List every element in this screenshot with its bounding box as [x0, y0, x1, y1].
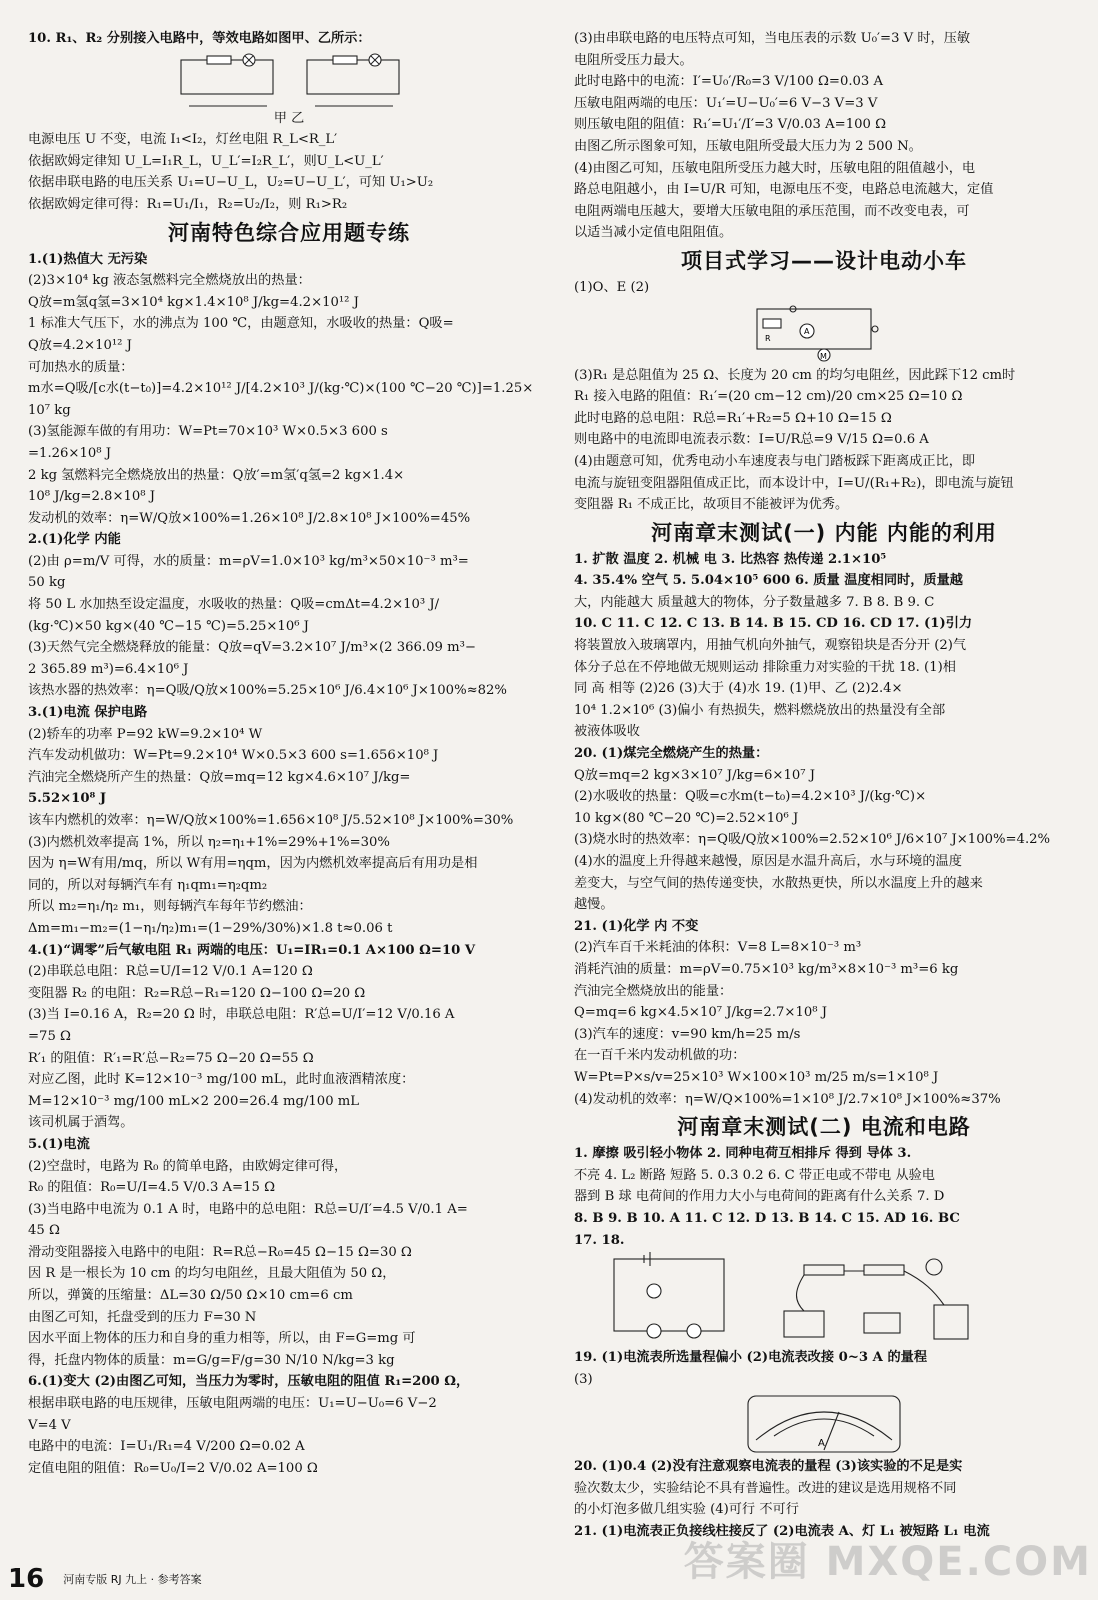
answer-line: 同的，所以对每辆汽车有 η₁qm₁=η₂qm₂	[28, 877, 268, 893]
answer-line: 1.(1)热值大 无污染	[28, 251, 148, 267]
answer-line: 10 kg×(80 ℃−20 ℃)=2.52×10⁶ J	[574, 810, 799, 826]
answer-line: (1)O、E (2)	[574, 279, 650, 295]
answer-line: 50 kg	[28, 575, 66, 591]
answer-line: (3)当 I=0.16 A，R₂=20 Ω 时，串联总电阻：R′总=U/I′=12 V/0.16 A	[28, 1007, 455, 1023]
answer-line: (2)由 ρ=m/V 可得，水的质量：m=ρV=1.0×10³ kg/m³×50×10⁻³ m³=	[28, 553, 469, 569]
answer-line: 该车内燃机的效率：η=W/Q放×100%=1.656×10⁸ J/5.52×10⁸ J×100%=30%	[28, 813, 514, 828]
answer-line: Q放=4.2×10¹² J	[28, 337, 132, 353]
answer-block-c	[574, 549, 1074, 1110]
svg-text:R: R	[765, 333, 771, 343]
answer-line: Q=mq=6 kg×4.5×10⁷ J/kg=2.7×10⁸ J	[574, 1005, 827, 1021]
answer-line: 体分子总在不停地做无规则运动 排除重力对实验的干扰 18. (1)相	[574, 659, 956, 675]
answer-line: R′₁ 的阻值：R′₁=R′总−R₂=75 Ω−20 Ω=55 Ω	[28, 1050, 314, 1066]
answer-line: 变阻器 R₂ 的电阻：R₂=R总−R₁=120 Ω−100 Ω=20 Ω	[28, 985, 366, 1001]
answer-line: 将装置放入玻璃罩内，用抽气机向外抽气，观察铅块是否分开 (2)气	[574, 638, 967, 654]
left-column	[28, 28, 550, 1479]
answer-line: (kg·℃)×50 kg×(40 ℃−15 ℃)=5.25×10⁶ J	[28, 618, 309, 634]
answer-line: (2)串联总电阻：R总=U/I=12 V/0.1 A=120 Ω	[28, 964, 313, 980]
answer-line: M=12×10⁻³ mg/100 mL×2 200=26.4 mg/100 mL	[28, 1093, 360, 1109]
answer-line: (4)水的温度上升得越来越慢，原因是水温升高后，水与环境的温度	[574, 854, 962, 869]
answer-line: 因 R 是一根长为 10 cm 的均匀电阻丝，且最大阻值为 50 Ω，	[28, 1266, 396, 1282]
answer-line: 2 365.89 m³)=6.4×10⁶ J	[28, 661, 189, 677]
answer-line: (3)烧水时的热效率：η=Q吸/Q放×100%=2.52×10⁶ J/6×10⁷ J×100%=4.2%	[574, 832, 1051, 848]
answer-block-a	[574, 28, 1074, 244]
answer-line: 因为 η=W有用/mq，所以 W有用=ηqm，因为内燃机效率提高后有用功是相	[28, 856, 478, 872]
answer-line: 以适当减小定值电阻阻值。	[574, 225, 733, 241]
section-title: 河南章末测试(一) 内能 内能的利用	[651, 520, 997, 545]
answer-line: 4. 35.4% 空气 5. 5.04×10⁵ 600 6. 质量 温度相同时，质量越	[574, 573, 963, 589]
answer-line: R₁ 接入电路的阻值：R₁′=(20 cm−12 cm)/20 cm×25 Ω=10 Ω	[574, 389, 963, 405]
answer-line: 20. (1)煤完全燃烧产生的热量：	[574, 746, 769, 762]
answer-line: 得，托盘内物体的质量：m=G/g=F/g=30 N/10 N/kg=3 kg	[28, 1352, 395, 1368]
answer-line: 验次数太少，实验结论不具有普遍性。改进的建议是选用规格不同	[574, 1480, 957, 1496]
answer-line: 发动机的效率：η=W/Q放×100%=1.26×10⁸ J/2.8×10⁸ J×100%=45%	[28, 510, 471, 526]
figure-caption: 甲 乙	[273, 110, 305, 126]
answer-line: 该司机属于酒驾。	[28, 1115, 134, 1131]
answer-block-b	[574, 365, 1074, 516]
answer-line: 19. (1)电流表所选量程偏小 (2)电流表改接 0~3 A 的量程	[574, 1350, 928, 1366]
answer-line: 器到 B 球 电荷间的作用力大小与电荷间的距离有什么关系 7. D	[574, 1189, 945, 1205]
answer-line: 2.(1)化学 内能	[28, 532, 121, 548]
answer-line: 根据串联电路的电压规律，压敏电阻两端的电压：U₁=U−U₀=6 V−2	[28, 1396, 437, 1412]
answer-line: (2)汽车百千米耗油的体积：V=8 L=8×10⁻³ m³	[574, 940, 862, 956]
page-number: 16	[8, 1564, 45, 1594]
footer-text: 河南专版 RJ 九上 · 参考答案	[63, 1573, 202, 1586]
answer-line: 差变大，与空气间的热传递变快，水散热更快，所以水温度上升的越来	[574, 875, 983, 891]
answer-line: 20. (1)0.4 (2)没有注意观察电流表的量程 (3)该实验的不足是实	[574, 1459, 963, 1475]
answer-line: 汽油完全燃烧所产生的热量：Q放=mq=12 kg×4.6×10⁷ J/kg=	[28, 769, 411, 785]
answer-line: 大，内能越大 质量越大的物体，分子数量越多 7. B 8. B 9. C	[574, 594, 935, 610]
answer-line: (3)	[574, 1371, 593, 1387]
answer-line: Δm=m₁−m₂=(1−η₁/η₂)m₁=(1−29%/30%)×1.8 t≈0.06 t	[28, 920, 393, 936]
answer-line: 10⁷ kg	[28, 402, 71, 418]
answer-line: (2)轿车的功率 P=92 kW=9.2×10⁴ W	[28, 726, 263, 742]
answer-line: (3)R₁ 是总阻值为 25 Ω、长度为 20 cm 的均匀电阻丝，因此踩下12 cm时	[574, 367, 1016, 383]
answer-line: m水=Q吸/[c水(t−t₀)]=4.2×10¹² J/[4.2×10³ J/(kg·℃)×(100 ℃−20 ℃)]=1.25×	[28, 381, 534, 397]
section-title: 河南章末测试(二) 电流和电路	[677, 1115, 971, 1140]
answer-line: 的小灯泡多做几组实验 (4)可行 不可行	[574, 1502, 799, 1518]
answer-line: 越慢。	[574, 897, 614, 913]
answer-line: 17. 18.	[574, 1232, 625, 1248]
svg-text:A: A	[818, 1438, 825, 1450]
answer-line: (3)氢能源车做的有用功：W=Pt=70×10³ W×0.5×3 600 s	[28, 424, 388, 440]
answer-line: 1 标准大气压下，水的沸点为 100 ℃，由题意知，水吸收的热量：Q吸=	[28, 316, 454, 332]
answer-line: 6.(1)变大 (2)由图乙可知，当压力为零时，压敏电阻的阻值 R₁=200 Ω，	[28, 1374, 470, 1390]
answer-line: 1. 扩散 温度 2. 机械 电 3. 比热容 热传递 2.1×10⁵	[574, 551, 887, 567]
answer-line: 电源电压 U 不变，电流 I₁<I₂，灯丝电阻 R_L<R_L′	[28, 132, 338, 148]
answer-line: 10⁴ 1.2×10⁶ (3)偏小 有热损失，燃料燃烧放出的热量没有全部	[574, 702, 946, 718]
left-answer-list	[28, 249, 550, 1480]
answer-line: (4)发动机的效率：η=W/Q×100%=1×10⁸ J/2.7×10⁸ J×100%≈37%	[574, 1091, 1001, 1107]
answer-line: Q放=m氢q氢=3×10⁴ kg×1.4×10⁸ J/kg=4.2×10¹² J	[28, 294, 359, 310]
answer-line: 定值电阻的阻值：R₀=U₀/I=2 V/0.02 A=100 Ω	[28, 1460, 318, 1476]
answer-line: 对应乙图，此时 K=12×10⁻³ mg/100 mL，此时血液酒精浓度：	[28, 1072, 415, 1088]
answer-line: (3)汽车的速度：v=90 km/h=25 m/s	[574, 1026, 801, 1042]
answer-line: 汽油完全燃烧放出的能量：	[574, 983, 733, 999]
answer-line: 则压敏电阻的阻值：R₁′=U₁′/I′=3 V/0.03 A=100 Ω	[574, 117, 887, 133]
answer-line: 不亮 4. L₂ 断路 短路 5. 0.3 0.2 6. C 带正电或不带电 从验电	[574, 1167, 935, 1183]
answer-line: 消耗汽油的质量：m=ρV=0.75×10³ kg/m³×8×10⁻³ m³=6 kg	[574, 961, 959, 977]
answer-line: 压敏电阻两端的电压：U₁′=U−U₀′=6 V−3 V=3 V	[574, 95, 878, 111]
answer-line: 10⁸ J/kg=2.8×10⁸ J	[28, 489, 156, 505]
answer-line: 则电路中的电流即电流表示数：I=U/R总=9 V/15 Ω=0.6 A	[574, 432, 929, 448]
answer-line: R₀ 的阻值：R₀=U/I=4.5 V/0.3 A=15 Ω	[28, 1180, 276, 1196]
answer-line: =75 Ω	[28, 1028, 71, 1044]
answer-line: 变阻器 R₁ 不成正比，故项目不能被评为优秀。	[574, 497, 849, 513]
answer-line: 可加热水的质量：	[28, 359, 134, 375]
answer-line: 此时电路的总电阻：R总=R₁′+R₂=5 Ω+10 Ω=15 Ω	[574, 410, 892, 426]
answer-block-e	[574, 1347, 1074, 1390]
circuit-figures-17-18	[604, 1251, 1044, 1347]
answer-line: W=Pt=P×s/v=25×10³ W×100×10³ m/25 m/s=1×10⁸ J	[574, 1069, 939, 1085]
answer-line: (3)内燃机效率提高 1%，所以 η₂=η₁+1%=29%+1%=30%	[28, 834, 390, 850]
answer-line: 此时电路中的电流：I′=U₀′/R₀=3 V/100 Ω=0.03 A	[574, 74, 884, 90]
equivalent-circuit-figure	[159, 50, 419, 114]
answer-line: (2)空盘时，电路为 R₀ 的简单电路，由欧姆定律可得，	[28, 1158, 348, 1174]
answer-line: 同 高 相等 (2)26 (3)大于 (4)水 19. (1)甲、乙 (2)2.4×	[574, 681, 903, 697]
ammeter-dial-figure	[744, 1390, 904, 1456]
answer-line: 电路中的电流：I=U₁/R₁=4 V/200 Ω=0.02 A	[28, 1439, 305, 1455]
answer-line: 3.(1)电流 保护电路	[28, 705, 148, 721]
answer-line: 21. (1)化学 内 不变	[574, 918, 699, 934]
answer-line: 5.52×10⁸ J	[28, 791, 107, 807]
answer-line: V=4 V	[28, 1417, 71, 1433]
answer-block-b-head	[574, 277, 1074, 299]
answer-line: 滑动变阻器接入电路中的电阻：R=R总−R₀=45 Ω−15 Ω=30 Ω	[28, 1244, 412, 1260]
answer-line: =1.26×10⁸ J	[28, 445, 112, 461]
answer-line: (4)由题意可知，优秀电动小车速度表与电门踏板踩下距离成正比，即	[574, 453, 976, 469]
answer-line: 电流与旋钮变阻器阻值成正比，而本设计中，I=U/(R₁+R₂)，即电流与旋钮	[574, 475, 1014, 491]
answer-line: 4.(1)“调零”后气敏电阻 R₁ 两端的电压：U₁=IR₁=0.1 A×100 Ω=10 V	[28, 942, 476, 958]
answer-line: 路总电阻越小，由 I=U/R 可知，电源电压不变，电路总电流越大，定值	[574, 182, 994, 198]
answer-line: 该热水器的热效率：η=Q吸/Q放×100%=5.25×10⁶ J/6.4×10⁶ J×100%≈82%	[28, 683, 507, 699]
answer-line: 2 kg 氢燃料完全燃烧放出的热量：Q放′=m氢′q氢=2 kg×1.4×	[28, 467, 405, 483]
answer-line: 将 50 L 水加热至设定温度，水吸收的热量：Q吸=cmΔt=4.2×10³ J/	[28, 597, 440, 613]
answer-line: 电阻两端电压越大，要增大压敏电阻的承压范围，而不改变电表，可	[574, 203, 970, 219]
svg-text:A: A	[804, 326, 810, 336]
answer-line: 21. (1)电流表正负接线柱接反了 (2)电流表 A、灯 L₁ 被短路 L₁ 电流	[574, 1524, 990, 1540]
answer-line: (3)当电路中电流为 0.1 A 时，电路中的总电阻：R总=U/I′=4.5 V/0.1 A=	[28, 1201, 468, 1217]
answer-line: 所以，弹簧的压缩量：ΔL=30 Ω/50 Ω×10 cm=6 cm	[28, 1288, 353, 1304]
answer-line: 依据欧姆定律知 U_L=I₁R_L，U_L′=I₂R_L′，则U_L<U_L′	[28, 153, 384, 169]
right-column	[574, 28, 1074, 1543]
answer-line: 所以 m₂=η₁/η₂ m₁，则每辆汽车每年节约燃油：	[28, 899, 312, 915]
answer-line: (3)由串联电路的电压特点可知，当电压表的示数 U₀′=3 V 时，压敏	[574, 31, 971, 46]
answer-line: 1. 摩擦 吸引轻小物体 2. 同种电荷互相排斥 得到 导体 3.	[574, 1146, 912, 1162]
answer-line: (3)天然气完全燃烧释放的能量：Q放=qV=3.2×10⁷ J/m³×(2 366.09 m³−	[28, 640, 476, 656]
svg-text:M: M	[820, 351, 827, 361]
section-title: 项目式学习——设计电动小车	[681, 248, 967, 273]
motor-circuit-diagram	[749, 299, 899, 365]
answer-line: 10. C 11. C 12. C 13. B 14. B 15. CD 16. CD 17. (1)引力	[574, 616, 973, 632]
answer-line: (4)由图乙可知，压敏电阻所受压力越大时，压敏电阻的阻值越小，电	[574, 160, 976, 176]
answer-line: (2)水吸收的热量：Q吸=c水m(t−t₀)=4.2×10³ J/(kg·℃)×	[574, 789, 927, 805]
answer-line: 在一百千米内发动机做的功：	[574, 1048, 746, 1064]
answer-line: 依据欧姆定律可得：R₁=U₁/I₁，R₂=U₂/I₂，则 R₁>R₂	[28, 196, 348, 212]
answer-block-d	[574, 1143, 1074, 1251]
section-title: 河南特色综合应用题专练	[168, 220, 410, 245]
watermark-logo: 答案圈 MXQE.COM	[683, 1539, 1092, 1585]
answer-line: 电阻所受压力最大。	[574, 52, 693, 68]
answer-line: 由图乙所示图象可知，压敏电阻所受最大压力为 2 500 N。	[574, 138, 922, 154]
answer-line: 汽车发动机做功：W=Pt=9.2×10⁴ W×0.5×3 600 s=1.656×10⁸ J	[28, 748, 439, 764]
answer-line: 45 Ω	[28, 1223, 60, 1239]
answer-line: 被液体吸收	[574, 724, 640, 740]
answer-line: 5.(1)电流	[28, 1136, 90, 1152]
answer-line: 依据串联电路的电压关系 U₁=U−U_L，U₂=U−U_L′，可知 U₁>U₂	[28, 175, 434, 191]
answer-line: (2)3×10⁴ kg 液态氢燃料完全燃烧放出的热量：	[28, 273, 311, 289]
answer-line: 因水平面上物体的压力和自身的重力相等，所以，由 F=G=mg 可	[28, 1331, 416, 1347]
answer-line: 由图乙可知，托盘受到的压力 F=30 N	[28, 1309, 257, 1325]
answer-line: Q放=mq=2 kg×3×10⁷ J/kg=6×10⁷ J	[574, 767, 816, 783]
answer-line: 10. R₁、R₂ 分别接入电路中，等效电路如图甲、乙所示：	[28, 31, 371, 46]
page-footer	[8, 1564, 202, 1594]
answer-line: 8. B 9. B 10. A 11. C 12. D 13. B 14. C 15. AD 16. BC	[574, 1210, 960, 1226]
